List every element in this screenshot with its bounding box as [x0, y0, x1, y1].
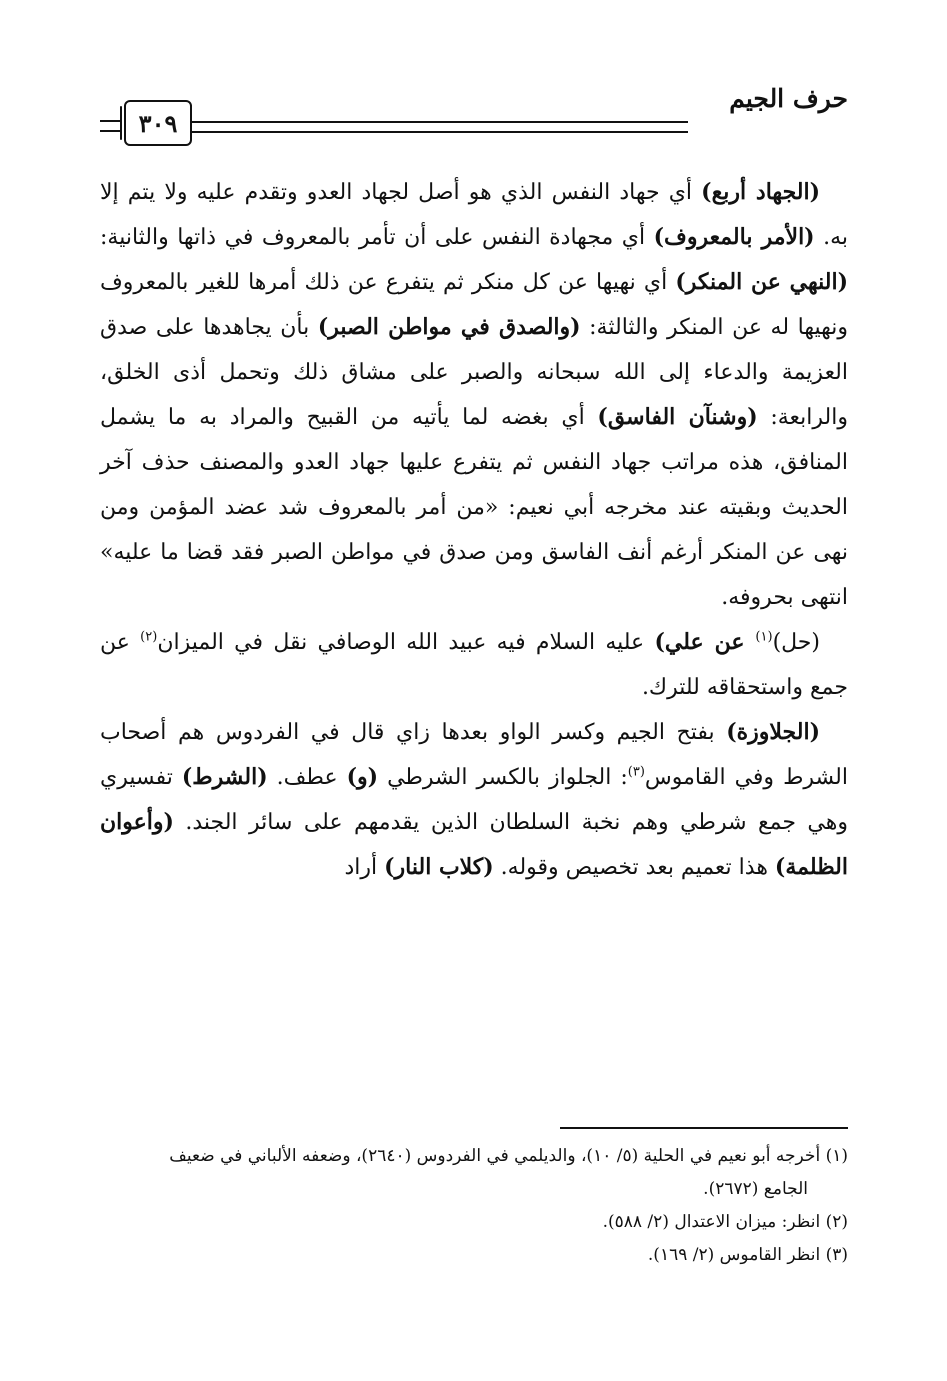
chapter-title: حرف الجيم — [729, 84, 848, 113]
term: (وشنآن الفاسق) — [597, 404, 758, 430]
text: بفتح الجيم وكسر الواو بعدها زاي قال في الفردوس هم أصحاب الشرط وفي القاموس — [100, 720, 848, 790]
text: بأن يجاهدها على صدق العزيمة والدعاء إلى الله سبحانه والصبر على مشاق ذلك وتحمل أذى الخلق، والرابعة: — [100, 315, 848, 430]
text: أي نهيها عن كل منكر ثم يتفرع عن ذلك أمرها للغير بالمعروف ونهيها له عن المنكر والثالثة: — [100, 270, 848, 340]
commentary-paragraph-2 — [100, 620, 848, 710]
footnote-divider — [560, 1127, 848, 1129]
footnote-2: (٢) انظر: ميزان الاعتدال (٢/ ٥٨٨). — [602, 1212, 848, 1232]
footnote-ref-1: (١) — [755, 629, 773, 645]
text: عطف. — [267, 765, 347, 790]
text: أي بغضه لما يأتيه من القبيح والمراد به ما يشمل المنافق، هذه مراتب جهاد النفس ثم يتفرع عليها جهاد العدو والمصنف حذف آخر الحديث وبقيته عند مخرجه أبي نعيم: «من أمر بالمعروف شد عضد المؤمن ومن نهى عن المنكر أرغم أنف الفاسق ومن صدق في مواطن الصبر فقد قضا ما عليه» انتهى بحروفه. — [100, 405, 848, 610]
term: (الشرط) — [181, 764, 268, 790]
text: أي مجهادة النفس على أن تأمر بالمعروف في ذاتها والثانية: — [100, 225, 654, 250]
term: (كلاب النار) — [384, 854, 494, 880]
term: (الجلاوزة) — [726, 719, 820, 745]
text: أراد — [344, 855, 385, 880]
commentary-paragraph-1 — [100, 170, 848, 620]
page-header — [100, 80, 848, 140]
header-double-rule — [192, 121, 688, 133]
term: (و) — [346, 764, 379, 790]
text: تفسيري وهي جمع شرطي وهم نخبة السلطان الذين يقدمهم على سائر الجند. — [100, 765, 848, 835]
footnote-3: (٣) انظر القاموس (٢/ ١٦٩). — [647, 1245, 848, 1265]
term: (والصدق في مواطن الصبر) — [317, 314, 581, 340]
footnote-ref-2: (٢) — [140, 629, 158, 645]
text: عليه السلام فيه عبيد الله الوصافي نقل في الميزان — [157, 630, 655, 655]
header-rule-left — [100, 120, 120, 132]
footnote-1: (١) أخرجه أبو نعيم في الحلية (٥/ ١٠)، والديلمي في الفردوس (٢٦٤٠)، وضعفه الألباني في ضعيف — [169, 1146, 848, 1166]
text: عن جمع واستحقاقه للترك. — [100, 630, 848, 700]
page-number: ٣٠٩ — [124, 100, 192, 146]
main-text — [100, 170, 848, 890]
term: (النهي عن المنكر) — [675, 269, 849, 295]
text: أي جهاد النفس الذي هو أصل لجهاد العدو وتقدم عليه ولا يتم إلا به. — [100, 180, 848, 250]
footnotes — [100, 1140, 848, 1272]
term: (الجهاد أربع) — [701, 179, 820, 205]
commentary-paragraph-3 — [100, 710, 848, 890]
footnote-ref-3: (٣) — [627, 764, 645, 780]
footnote-1-continued: الجامع (٢٦٧٢). — [703, 1179, 808, 1199]
text: هذا تعميم بعد تخصيص وقوله. — [493, 855, 775, 880]
narrator: عن علي) — [654, 629, 756, 655]
text: : الجلواز بالكسر الشرطي — [378, 765, 628, 790]
source-code: (حل) — [772, 630, 820, 655]
term: (الأمر بالمعروف) — [653, 224, 815, 250]
term: (وأعوان الظلمة) — [100, 809, 848, 880]
